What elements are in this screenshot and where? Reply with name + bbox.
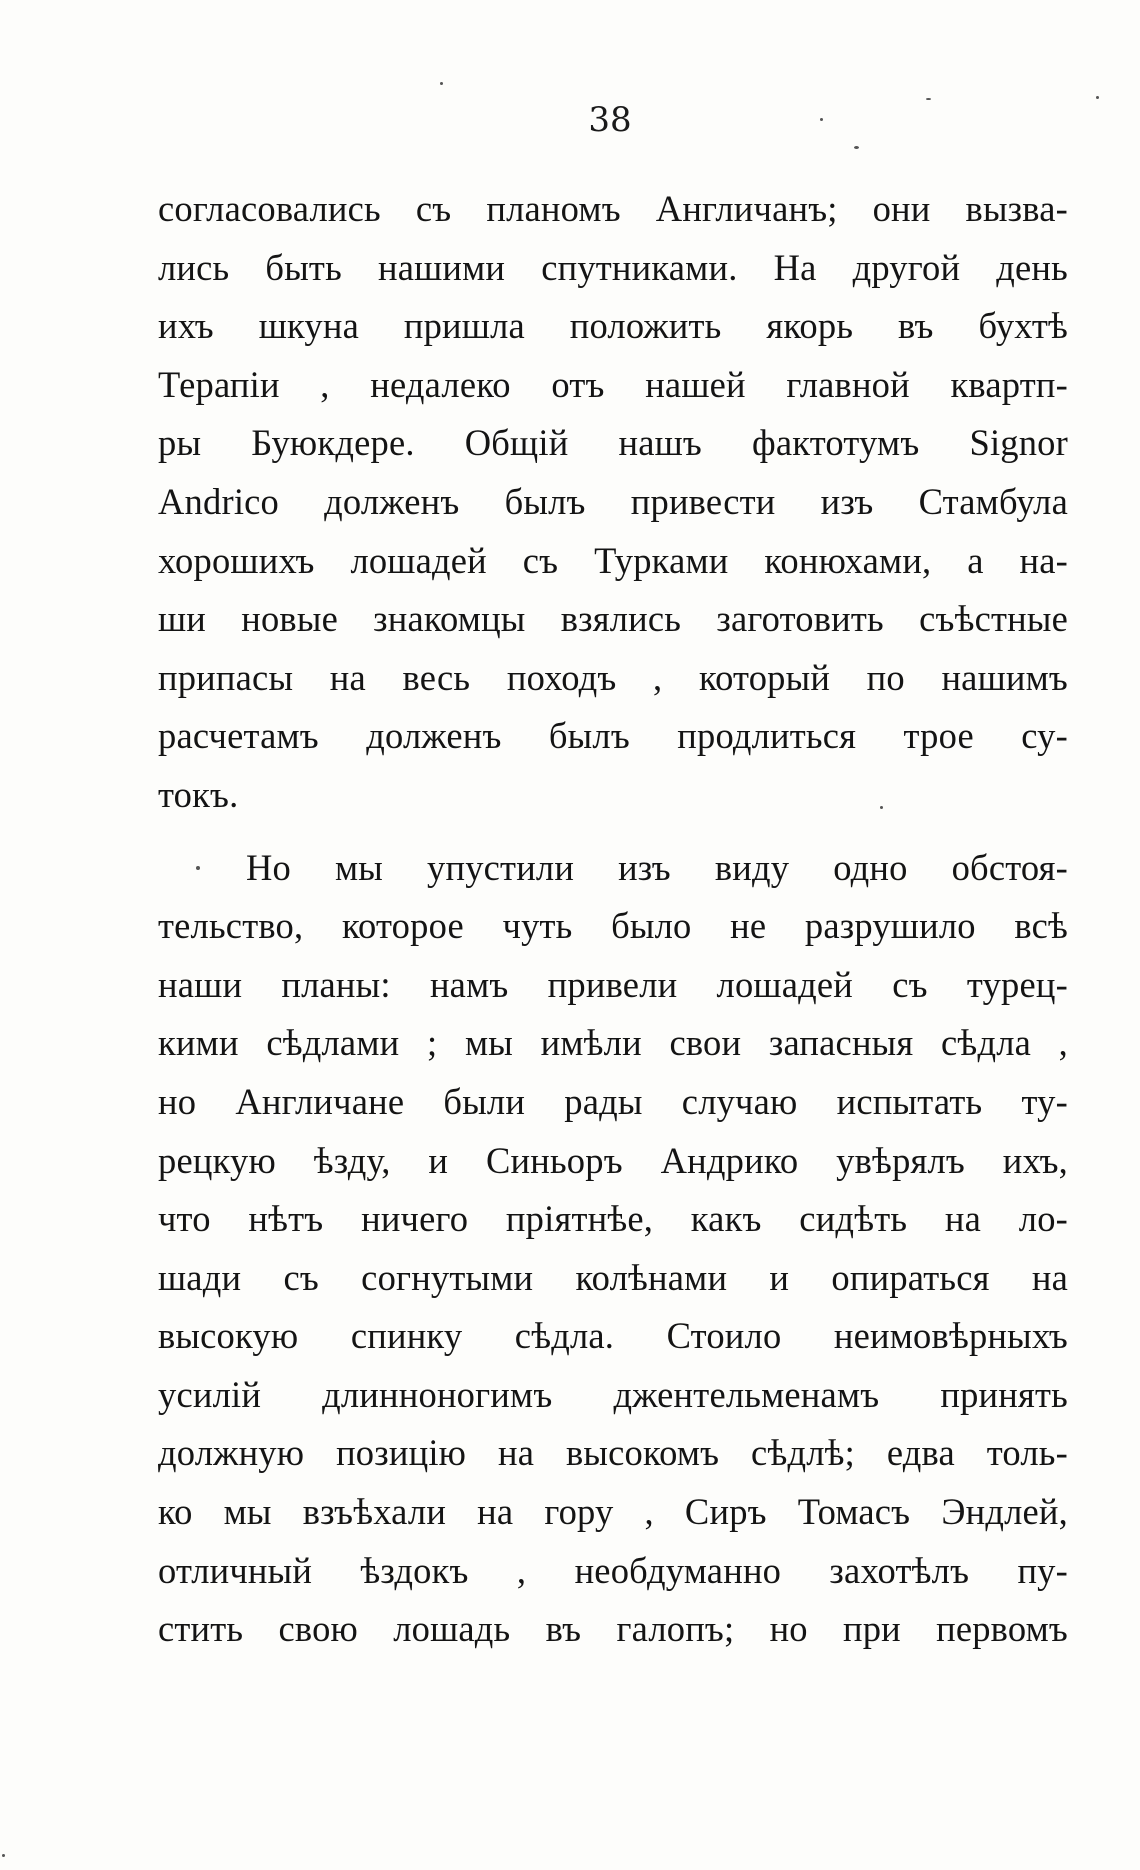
scan-speck: [854, 146, 859, 149]
text-line: высокую спинку сѣдла. Стоило неимовѣрныхъ: [158, 1315, 1068, 1357]
text-line: Andrico долженъ былъ привести изъ Стамбула: [158, 480, 1068, 522]
page-number: 38: [588, 100, 632, 140]
text-line: Но мы упустили изъ виду одно обстоя-: [246, 846, 1068, 888]
text-line: расчетамъ долженъ былъ продлиться трое су-: [158, 715, 1068, 757]
body-text: [158, 180, 1068, 1659]
text-line: наши планы: намъ привели лошадей съ турец-: [158, 963, 1068, 1005]
text-line: ры Буюкдере. Общій нашъ фактотумъ Signor: [158, 422, 1068, 464]
scan-speck: [1096, 96, 1099, 99]
text-line: отличный ѣздокъ , необдуманно захотѣлъ пу-: [158, 1549, 1068, 1591]
text-line: тельство, которое чуть было не разрушило всѣ: [158, 905, 1068, 947]
scan-speck: [2, 1854, 5, 1857]
scan-speck: [196, 866, 200, 870]
text-line: стить свою лошадь въ галопъ; но при первомъ: [158, 1608, 1068, 1650]
text-line: Терапіи , недалеко отъ нашей главной квартп-: [158, 363, 1068, 405]
text-line: ши новые знакомцы взялись заготовить съѣстные: [158, 598, 1068, 640]
text-line: ихъ шкуна пришла положить якорь въ бухтѣ: [158, 305, 1068, 347]
text-line: токъ.: [158, 773, 239, 815]
text-line: усилій длинноногимъ джентельменамъ принять: [158, 1373, 1068, 1415]
scan-speck: [880, 806, 883, 809]
text-line: шади съ согнутыми колѣнами и опираться на: [158, 1256, 1068, 1298]
text-line: должную позицію на высокомъ сѣдлѣ; едва толь-: [158, 1432, 1068, 1474]
scan-speck: [926, 98, 931, 100]
paragraph-gap: [158, 825, 1068, 839]
paragraph-2: [158, 839, 1068, 1659]
text-line: лись быть нашими спутниками. На другой день: [158, 246, 1068, 288]
text-line: припасы на весь походъ , который по нашимъ: [158, 656, 1068, 698]
text-line: ко мы взъѣхали на гору , Сиръ Томасъ Эндлей,: [158, 1491, 1068, 1533]
paragraph-1: [158, 180, 1068, 825]
scan-speck: [820, 118, 823, 121]
text-line: но Англичане были рады случаю испытать ту-: [158, 1080, 1068, 1122]
text-line: что нѣтъ ничего пріятнѣе, какъ сидѣть на ло-: [158, 1198, 1068, 1240]
text-line: рецкую ѣзду, и Синьоръ Андрико увѣрялъ ихъ,: [158, 1139, 1068, 1181]
text-line: согласовались съ планомъ Англичанъ; они вызва-: [158, 188, 1068, 229]
text-line: кими сѣдлами ; мы имѣли свои запасныя сѣдла ,: [158, 1022, 1068, 1064]
text-line: хорошихъ лошадей съ Турками конюхами, а на-: [158, 539, 1068, 581]
scan-speck: [440, 82, 443, 85]
